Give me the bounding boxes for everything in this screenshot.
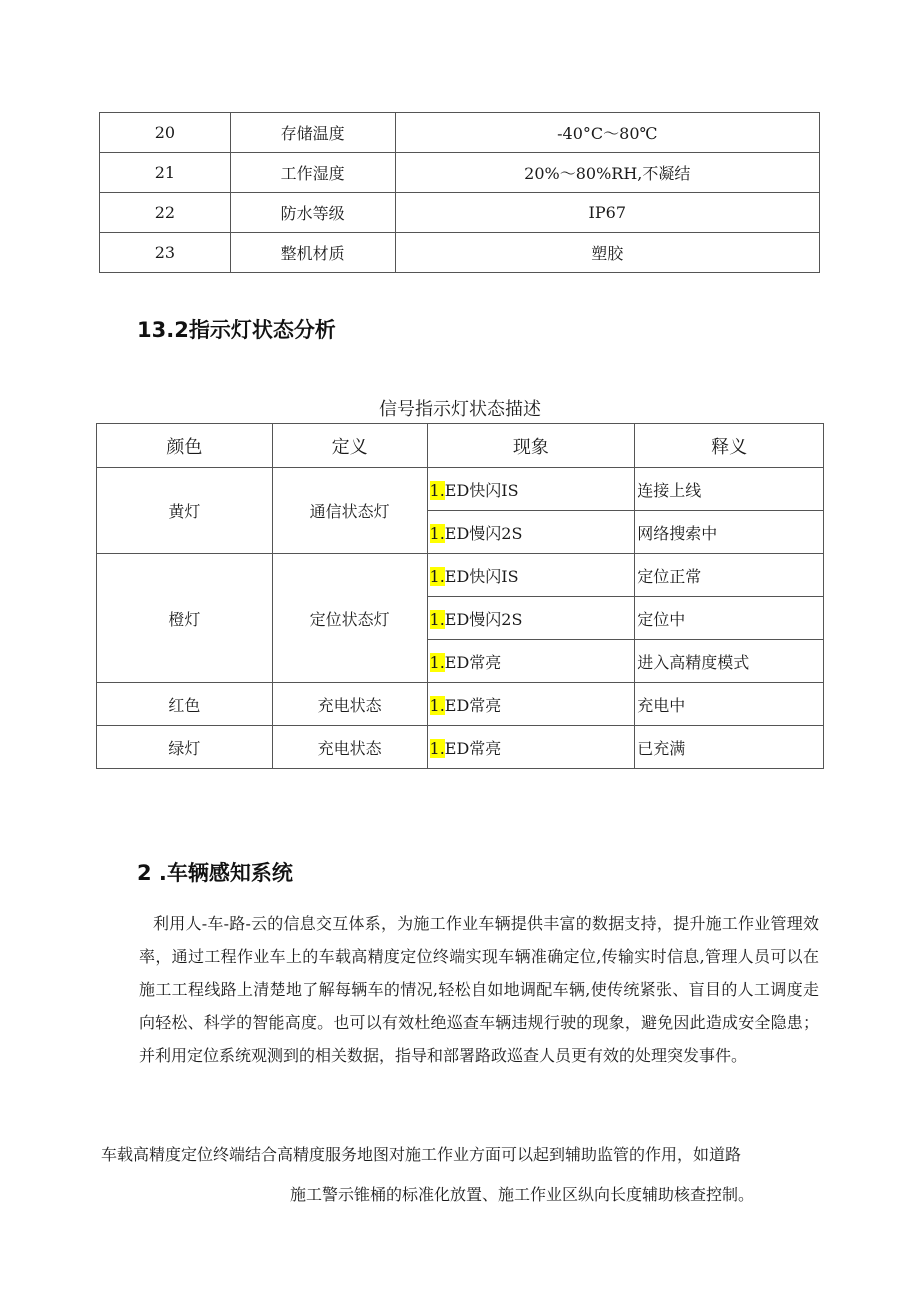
section-heading: 13.2指示灯状态分析 [137,318,336,342]
table-row [100,233,820,273]
phenomenon-text: ED快闪IS [444,480,519,500]
led-prefix-highlight: 1. [429,738,445,758]
led-definition: 充电状态 [272,683,427,726]
led-color: 红色 [97,683,273,726]
led-meaning: 定位中 [635,597,824,640]
spec-item: 防水等级 [230,193,395,233]
led-phenomenon [427,597,635,640]
phenomenon-text: ED常亮 [444,738,502,758]
table-row [97,683,824,726]
table-row [97,468,824,511]
led-prefix-highlight: 1. [429,695,445,715]
phenomenon-text: ED慢闪2S [444,523,523,543]
phenomenon-text: ED常亮 [444,695,502,715]
led-meaning: 网络搜索中 [635,511,824,554]
body-paragraph [139,907,819,1072]
led-prefix-highlight: 1. [429,652,445,672]
led-color: 黄灯 [97,468,273,554]
spec-table [99,112,820,273]
led-status-table [96,423,824,769]
table-caption: 信号指示灯状态描述 [379,399,541,420]
led-definition: 充电状态 [272,726,427,769]
table-row [97,726,824,769]
led-meaning: 定位正常 [635,554,824,597]
paragraph-line: 车载高精度定位终端结合高精度服务地图对施工作业方面可以起到辅助监管的作用，如道路 [101,1145,742,1164]
table-row [100,153,820,193]
spec-value: -40°C～80℃ [395,113,819,153]
spec-value: IP67 [395,193,819,233]
led-prefix-highlight: 1. [429,523,445,543]
led-meaning: 连接上线 [635,468,824,511]
spec-item: 存储温度 [230,113,395,153]
led-definition: 定位状态灯 [272,554,427,683]
led-color: 橙灯 [97,554,273,683]
section-heading: 2 .车辆感知系统 [137,861,293,885]
led-prefix-highlight: 1. [429,566,445,586]
led-meaning: 进入高精度模式 [635,640,824,683]
table-row [100,113,820,153]
header-meaning: 释义 [635,424,824,468]
led-color: 绿灯 [97,726,273,769]
table-row [97,554,824,597]
table-header-row [97,424,824,468]
paragraph-text: 利用人-车-路-云的信息交互体系，为施工作业车辆提供丰富的数据支持，提升施工作业管理效率，通过工程作业车上的车载高精度定位终端实现车辆准确定位,传输实时信息,管理人员可以在施工工程线路上清楚地了解每辆车的情况,轻松自如地调配车辆,使传统紧张、盲目的人工调度走向轻松、科学的智能高度。也可以有效杜绝巡查车辆违规行驶的现象，避免因此造成安全隐患；并利用定位系统观测到的相关数据，指导和部署路政巡查人员更有效的处理突发事件。 [139,914,819,1065]
phenomenon-text: ED常亮 [444,652,502,672]
led-phenomenon [427,554,635,597]
led-phenomenon [427,640,635,683]
led-phenomenon [427,511,635,554]
led-definition: 通信状态灯 [272,468,427,554]
table-row [100,193,820,233]
spec-no: 22 [100,193,231,233]
spec-item: 整机材质 [230,233,395,273]
led-meaning: 充电中 [635,683,824,726]
header-definition: 定义 [272,424,427,468]
spec-no: 21 [100,153,231,193]
led-phenomenon [427,683,635,726]
led-phenomenon [427,468,635,511]
led-phenomenon [427,726,635,769]
led-meaning: 已充满 [635,726,824,769]
led-prefix-highlight: 1. [429,609,445,629]
spec-value: 塑胶 [395,233,819,273]
paragraph-line: 施工警示锥桶的标准化放置、施工作业区纵向长度辅助核查控制。 [290,1185,755,1204]
spec-value: 20%～80%RH,不凝结 [395,153,819,193]
header-color: 颜色 [97,424,273,468]
spec-no: 20 [100,113,231,153]
phenomenon-text: ED快闪IS [444,566,519,586]
spec-no: 23 [100,233,231,273]
spec-item: 工作湿度 [230,153,395,193]
header-phenomenon: 现象 [427,424,635,468]
phenomenon-text: ED慢闪2S [444,609,523,629]
led-prefix-highlight: 1. [429,480,445,500]
